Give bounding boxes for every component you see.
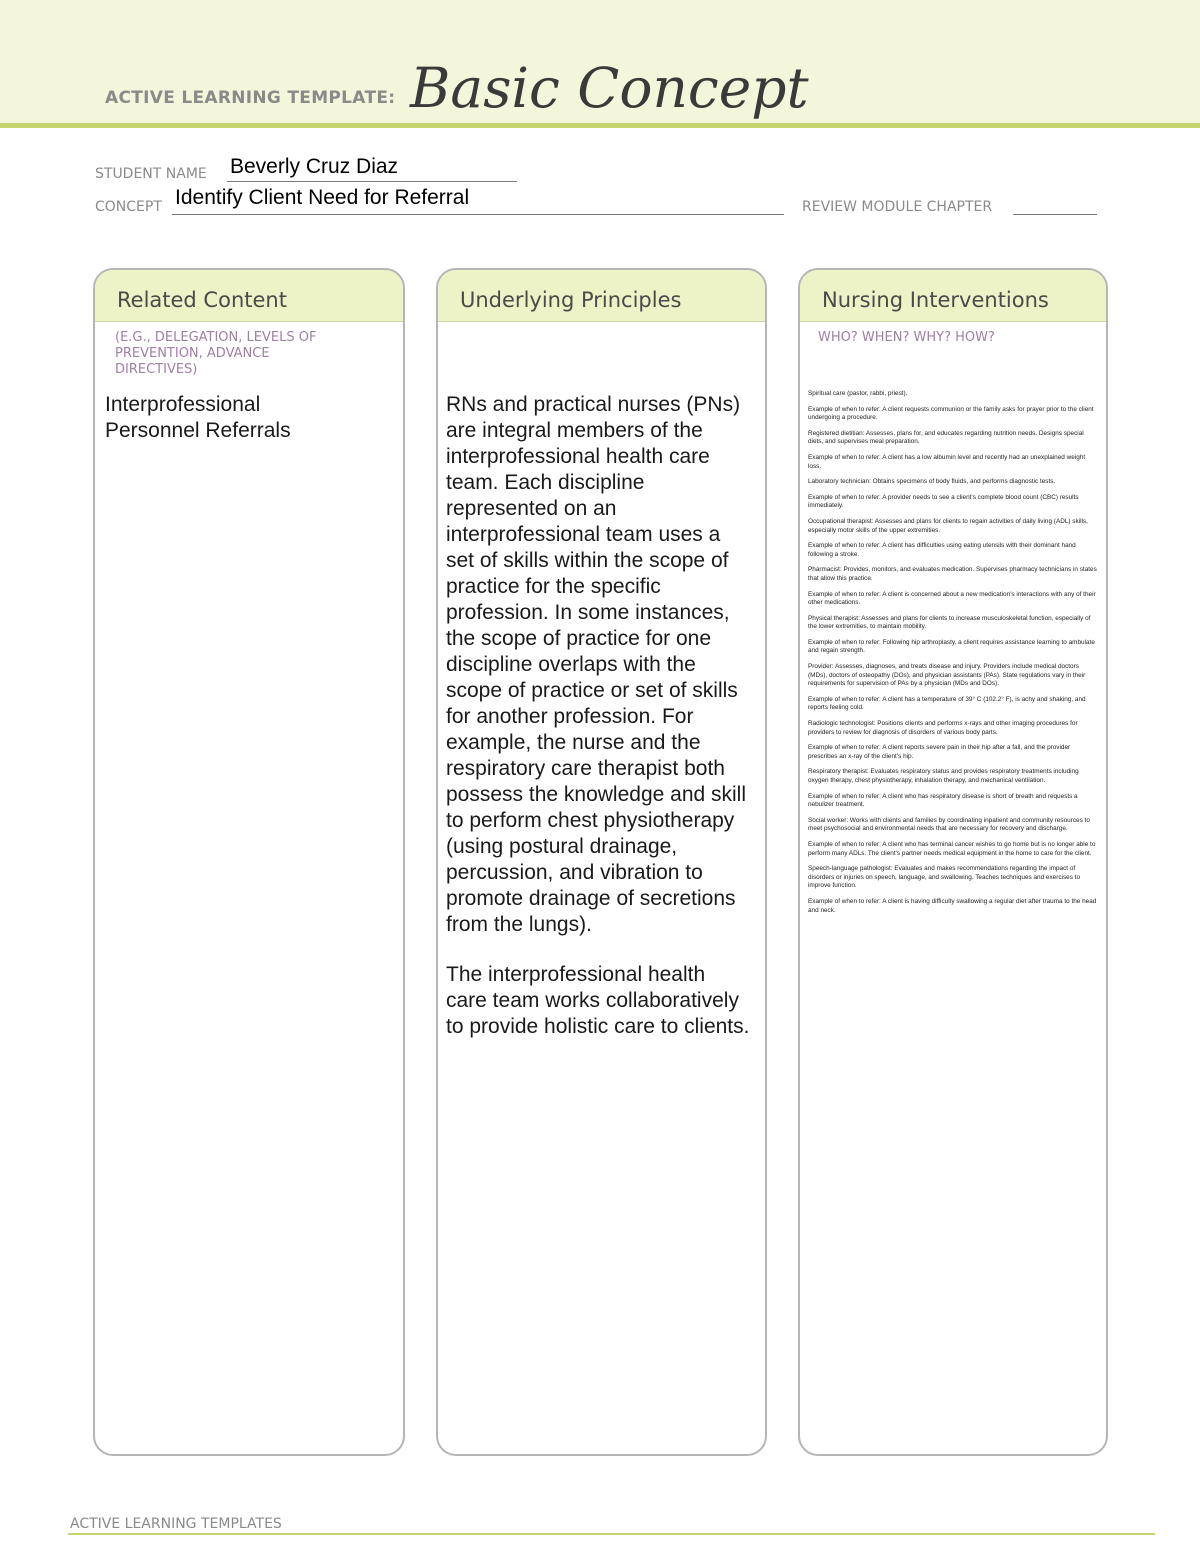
template-title: Basic Concept (410, 56, 809, 120)
intervention-item: Example of when to refer: A client is having difficulty swallowing a regular diet after trauma to the head and neck. (808, 897, 1097, 914)
nursing-interventions-title: Nursing Interventions (800, 270, 1106, 322)
intervention-item: Example of when to refer: A client has a low albumin level and recently had an unexplained weight loss. (808, 453, 1086, 470)
intervention-item: Example of when to refer: Following hip arthroplasty, a client requires assistance learning to ambulate and regain strength. (808, 638, 1095, 655)
intervention-item: Example of when to refer: A client who has terminal cancer wishes to go home but is no longer able to perform many ADLs. The client’s partner needs medical equipment in the home to care for the client. (808, 840, 1096, 857)
related-content-panel (93, 268, 405, 1456)
related-content-title: Related Content (95, 270, 403, 322)
intervention-item: Respiratory therapist: Evaluates respiratory status and provides respiratory treatments including oxygen therapy, chest physiotherapy, inhalation therapy, and mechanical ventilation. (808, 768, 1079, 784)
template-label: ACTIVE LEARNING TEMPLATE: (105, 88, 396, 108)
review-module-chapter-label: REVIEW MODULE CHAPTER (802, 199, 993, 215)
intervention-item: Example of when to refer: A client is concerned about a new medication’s interactions with any of their other medications. (808, 590, 1096, 607)
nursing-interventions-list[interactable] (808, 390, 1098, 922)
principles-paragraph-2: The interprofessional health care team works collaboratively to provide holistic care to clients. (446, 963, 750, 1038)
header-rule (0, 123, 1200, 128)
related-content-subtitle: (E.G., DELEGATION, LEVELS OF PREVENTION, ADVANCE DIRECTIVES) (115, 330, 317, 377)
intervention-item: Physical therapist: Assesses and plans for clients to increase musculoskeletal function, especially of the lower extremities, to maintain mobility. (808, 614, 1091, 631)
student-name-label: STUDENT NAME (95, 166, 207, 182)
intervention-item: Example of when to refer: A client reports severe pain in their hip after a fall, and the provider prescribes an x-ray of the client’s hip. (808, 744, 1071, 760)
intervention-item: Registered dietitian: Assesses, plans for, and educates regarding nutrition needs. Designs special diets, and supervises meal preparation. (808, 429, 1084, 446)
intervention-item: Example of when to refer: A client has difficulties using eating utensils with their dominant hand following a stroke. (808, 542, 1076, 558)
intervention-item: Radiologic technologist: Positions clients and performs x-rays and other imaging procedures for providers to review for diagnosis of disorders of various body parts. (808, 720, 1078, 736)
intervention-item: Occupational therapist: Assesses and plans for clients to regain activities of daily living (ADL) skills, especially motor skills of the upper extremities. (808, 517, 1088, 534)
footer-rule (68, 1533, 1155, 1535)
intervention-item: Speech-language pathologist: Evaluates and makes recommendations regarding the impact of disorders or injuries on speech, language, and swallowing. Teaches techniques and exercises to improve function. (808, 865, 1081, 890)
concept-value[interactable]: Identify Client Need for Referral (175, 186, 470, 209)
footer-label: ACTIVE LEARNING TEMPLATES (70, 1516, 282, 1532)
concept-label: CONCEPT (95, 199, 162, 215)
intervention-item: Example of when to refer: A client who has respiratory disease is short of breath and requests a nebulizer treatment. (808, 792, 1078, 809)
principles-paragraph-1: RNs and practical nurses (PNs) are integral members of the interprofessional health care team. Each discipline represented on an interprofessional team uses a set of skills within the scope of practice for the specific profession. In some instances, the scope of practice for one discipline overlaps with the scope of practice or set of skills for another profession. For example, the nurse and the respiratory care therapist both possess the knowledge and skill to perform chest physiotherapy (using postural drainage, percussion, and vibration to promote drainage of secretions from the lungs). (446, 393, 747, 936)
intervention-item: Provider: Assesses, diagnoses, and treats disease and injury. Providers include medical doctors (MDs), doctors of osteopathy (DOs), and physician assistants (PAs). State regulations vary in their requirements for supervision of PAs by a physician (MDs and DOs). (808, 663, 1086, 688)
related-content-body[interactable]: Interprofessional Personnel Referrals (105, 393, 291, 442)
intervention-item: Social worker: Works with clients and families by coordinating inpatient and community resources to meet psychosocial and environmental needs that are necessary for recovery and discharge. (808, 816, 1090, 833)
student-name-value[interactable]: Beverly Cruz Diaz (230, 155, 399, 178)
intervention-item: Pharmacist: Provides, monitors, and evaluates medication. Supervises pharmacy technicians in states that allow this practice. (808, 566, 1097, 582)
underlying-principles-title: Underlying Principles (438, 270, 765, 322)
review-module-chapter-line[interactable] (1013, 196, 1097, 215)
intervention-item: Example of when to refer: A client has a temperature of 39° C (102.2° F), is achy and shaking, and reports feeling cold. (808, 695, 1086, 712)
intervention-item: Example of when to refer: A provider needs to see a client’s complete blood count (CBC) results immediately. (808, 493, 1079, 510)
nursing-interventions-subtitle: WHO? WHEN? WHY? HOW? (818, 330, 995, 345)
intervention-item: Example of when to refer: A client requests communion or the family asks for prayer prior to the client undergoing a procedure. (808, 405, 1094, 422)
intervention-item: Spiritual care (pastor, rabbi, priest). (808, 390, 908, 397)
underlying-principles-body[interactable] (446, 392, 751, 1040)
underlying-principles-panel (436, 268, 767, 1456)
intervention-item: Laboratory technician: Obtains specimens of body fluids, and performs diagnostic tests. (808, 478, 1056, 486)
nursing-interventions-panel (798, 268, 1108, 1456)
